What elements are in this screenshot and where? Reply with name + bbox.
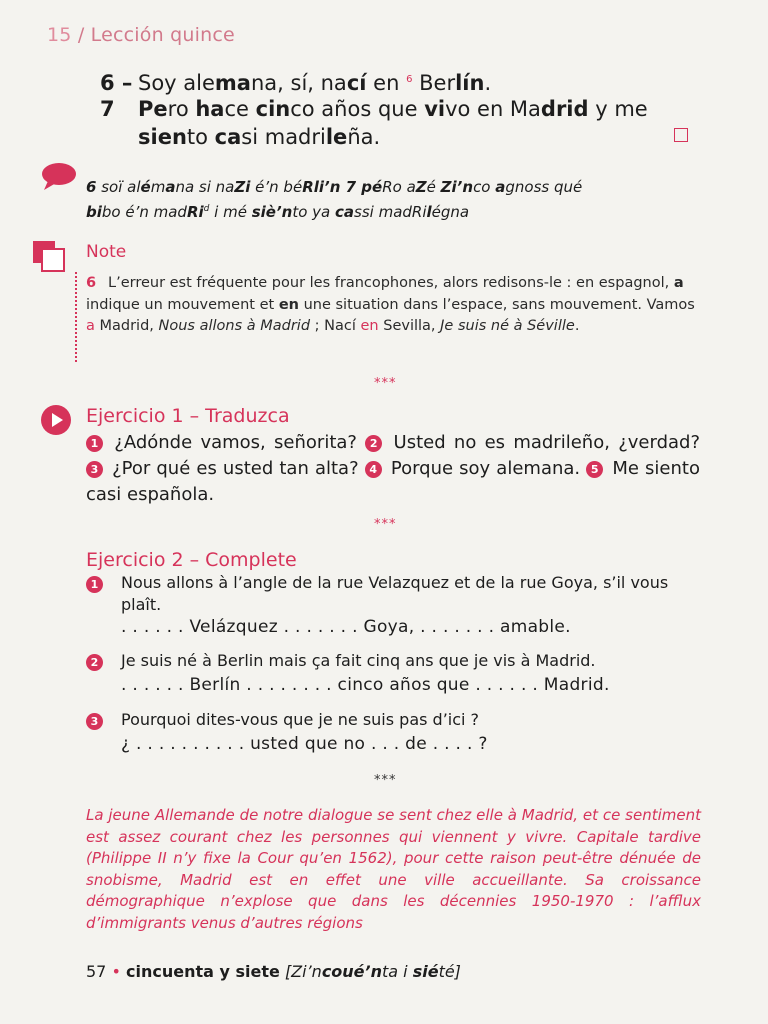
item-number-icon: 5: [586, 461, 603, 478]
item-number-icon: 4: [365, 461, 382, 478]
ex2-question: Nous allons à l’angle de la rue Velazquez et de la rue Goya, s’il vous plaît.: [121, 573, 669, 614]
item-number-icon: 3: [86, 713, 103, 730]
ex2-question: Je suis né à Berlin mais ça fait cinq ans que je vis à Madrid.: [121, 651, 596, 670]
culture-note: La jeune Allemande de notre dialogue se sent chez elle à Madrid, et ce sentiment est assez courant chez les personnes qui viennent y vivre. Capitale tardive (Philippe II n’y fixe la Cour qu’en 1562), pour cette raison peut-être dénuée de snobisme, Madrid est en effet une ville accueillante. Sa croissance démographique n’explose que dans les décennies 1950-1970 : l’afflux d’immigrants venus d’autres régions: [86, 806, 701, 932]
note-title: Note: [86, 242, 127, 262]
note-number: 6: [86, 275, 97, 291]
item-number-icon: 1: [86, 435, 103, 452]
ex1-item: ¿Por qué es usted tan alta?: [112, 458, 359, 479]
ex1-item: Usted no es madrileño, ¿verdad?: [393, 432, 700, 453]
note-body: [86, 273, 700, 338]
dialogue-line-7-cont: [100, 123, 380, 151]
note-text: L’erreur est fréquente pour les francophones, alors redisons-le : en espagnol, a indique un mouvement et en une situation dans l’espace, sans mouvement. Vamos a Madrid, Nous allons à Madrid ; Nací en Sevilla, Je suis né à Séville.: [86, 275, 695, 334]
item-number-icon: 2: [365, 435, 382, 452]
page-number-pronunciation: [Zi’ncoué’nta i siété]: [284, 962, 461, 981]
exercise-1-body: [86, 430, 700, 508]
page-number: 57: [86, 962, 107, 981]
page-number-words: cincuenta y siete: [125, 962, 280, 981]
item-number-icon: 2: [86, 654, 103, 671]
separator-stars: ***: [374, 517, 397, 532]
separator-stars: ***: [374, 773, 397, 788]
page-header: 15 / Lección quince: [47, 24, 235, 46]
note-divider: [75, 272, 77, 362]
lesson-number: 15: [47, 24, 72, 46]
lesson-title: Lección quince: [90, 24, 235, 46]
ex1-item: Me siento casi española.: [86, 458, 700, 505]
line-text: Pero hace cinco años que vivo en Madrid y me: [138, 97, 648, 121]
line-number: 7: [100, 97, 115, 121]
line-text: Soy alemana, sí, nací en $^6$ Berlín.: [138, 71, 492, 95]
pronunciation: 6 soï alémana si naZi é’n béRli’n 7 péRo aZé Zi’nco agnoss qué bibo é’n madRi$^d$ i mé siè’nto ya cassi madRilégna: [86, 178, 583, 221]
item-number-icon: 3: [86, 461, 103, 478]
ex2-fill-line: . . . . . . Berlín . . . . . . . . cinco años que . . . . . . Madrid.: [121, 675, 610, 695]
play-icon: [40, 404, 72, 436]
exercise-2-title: Ejercicio 2 – Complete: [86, 549, 297, 571]
ex2-fill-line: . . . . . . Velázquez . . . . . . . Goya, . . . . . . . amable.: [121, 617, 571, 637]
dialogue-line-6: [100, 66, 491, 97]
checkbox[interactable]: [674, 128, 688, 142]
line-number: 6 –: [100, 71, 133, 95]
ex2-fill-line: ¿ . . . . . . . . . . usted que no . . . de . . . . ?: [121, 734, 488, 754]
page-footer: 57 • cincuenta y siete [Zi’ncoué’nta i siété]: [86, 962, 461, 981]
exercise-1-title: Ejercicio 1 – Traduzca: [86, 405, 290, 427]
ex1-item: ¿Adónde vamos, señorita?: [114, 432, 357, 453]
ex1-item: Porque soy alemana.: [390, 458, 581, 479]
note-icon: [32, 240, 66, 272]
separator-stars: ***: [374, 376, 397, 391]
dialogue-line-7: [100, 95, 648, 123]
line-text: siento casi madrileña.: [138, 125, 381, 149]
item-number-icon: 1: [86, 576, 103, 593]
ex2-question: Pourquoi dites-vous que je ne suis pas d’ici ?: [121, 710, 480, 729]
speech-bubble-icon: [40, 162, 78, 192]
